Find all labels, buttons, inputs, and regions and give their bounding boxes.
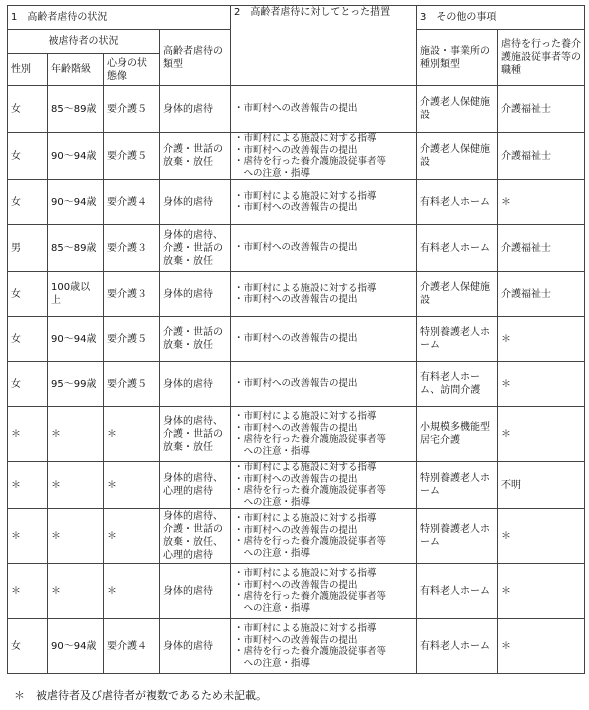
measure-item: ・市町村による施設に対する指導 (234, 623, 377, 634)
abuse-type-cell: 身体的虐待、介護・世話の放棄・放任 (160, 407, 231, 462)
measure-item: ・市町村による施設に対する指導 (234, 568, 377, 579)
condition-cell: 要介護５ (104, 317, 160, 362)
abuser-job-cell: ＊ (498, 564, 585, 619)
measure-item: ・虐待を行った養介護施設従事者等 (234, 434, 387, 445)
sex-cell: 男 (8, 225, 48, 272)
measure-item: ・市町村による施設に対する指導 (234, 462, 377, 473)
measure-item: ・市町村による施設に対する指導 (234, 282, 377, 294)
facility-type-cell: 介護老人保健施設 (417, 272, 498, 317)
measures-list (234, 103, 413, 115)
abuser-job-cell: ＊ (498, 619, 585, 674)
facility-type-cell: 介護老人保健施設 (417, 133, 498, 180)
measure-item: ・市町村への改善報告の提出 (234, 294, 358, 305)
measure-item: への注意・指導 (234, 445, 311, 457)
measures-list (234, 411, 413, 457)
age-cell: ＊ (48, 407, 104, 462)
facility-type-cell: 有料老人ホーム、訪問介護 (417, 362, 498, 407)
measures-list (234, 242, 413, 254)
measures-cell (231, 317, 417, 362)
abuse-type-cell: 身体的虐待 (160, 180, 231, 225)
measures-cell (231, 86, 417, 133)
abuse-type-header: 高齢者虐待の類型 (160, 30, 231, 86)
table-row (8, 133, 585, 180)
facility-type-cell: 有料老人ホーム (417, 180, 498, 225)
sex-cell: 女 (8, 362, 48, 407)
measures-cell (231, 225, 417, 272)
condition-cell: 要介護４ (104, 180, 160, 225)
abuse-type-cell: 身体的虐待、心理的虐待 (160, 462, 231, 509)
age-cell: ＊ (48, 564, 104, 619)
facility-type-cell: 有料老人ホーム (417, 564, 498, 619)
measure-item: ・市町村への改善報告の提出 (234, 144, 358, 156)
measure-item: ・市町村による施設に対する指導 (234, 513, 377, 524)
measure-item: ・市町村への改善報告の提出 (234, 202, 358, 213)
facility-type-cell: 有料老人ホーム (417, 619, 498, 674)
abuser-job-cell: ＊ (498, 407, 585, 462)
measures-cell (231, 619, 417, 674)
measures-list (234, 378, 413, 390)
facility-type-header: 施設・事業所の種別類型 (417, 30, 498, 86)
table-row (8, 362, 585, 407)
abuser-job-cell: 介護福祉士 (498, 225, 585, 272)
table-row (8, 272, 585, 317)
measure-item: ・市町村への改善報告の提出 (234, 422, 358, 434)
sex-cell: 女 (8, 272, 48, 317)
abuser-job-cell: ＊ (498, 362, 585, 407)
facility-type-cell: 介護老人保健施設 (417, 86, 498, 133)
measures-cell (231, 564, 417, 619)
abuse-type-cell: 介護・世話の放棄・放任 (160, 317, 231, 362)
section-1-header: 1 高齢者虐待の状況 (8, 6, 231, 30)
measures-list (234, 513, 413, 559)
age-cell: ＊ (48, 509, 104, 564)
sex-cell: ＊ (8, 407, 48, 462)
condition-cell: 要介護５ (104, 86, 160, 133)
table-row (8, 225, 585, 272)
table-row (8, 317, 585, 362)
abuser-job-cell: 不明 (498, 462, 585, 509)
abuse-type-cell: 身体的虐待、介護・世話の放棄・放任 (160, 225, 231, 272)
measures-cell (231, 272, 417, 317)
victim-status-header: 被虐待者の状況 (8, 30, 160, 54)
measures-cell (231, 509, 417, 564)
table-row (8, 509, 585, 564)
age-cell: 100歳以上 (48, 272, 104, 317)
abuse-type-cell: 身体的虐待 (160, 86, 231, 133)
sex-cell: 女 (8, 180, 48, 225)
sex-cell: ＊ (8, 462, 48, 509)
condition-cell: 要介護５ (104, 133, 160, 180)
measure-item: への注意・指導 (234, 547, 311, 559)
condition-cell: 要介護３ (104, 272, 160, 317)
measure-item: への注意・指導 (234, 602, 311, 614)
abuser-job-cell: ＊ (498, 509, 585, 564)
abuser-job-cell: ＊ (498, 180, 585, 225)
section-3-header: 3 その他の事項 (417, 6, 585, 30)
measures-list (234, 623, 413, 669)
sex-cell: 女 (8, 317, 48, 362)
measure-item: ・虐待を行った養介護施設従事者等 (234, 646, 387, 657)
measure-item: ・市町村への改善報告の提出 (234, 634, 358, 646)
measure-item: ・市町村による施設に対する指導 (234, 411, 377, 422)
table-row (8, 86, 585, 133)
measure-item: への注意・指導 (234, 657, 311, 669)
abuse-type-cell: 身体的虐待 (160, 272, 231, 317)
table-row (8, 180, 585, 225)
age-cell: 85～89歳 (48, 86, 104, 133)
age-cell: 90～94歳 (48, 619, 104, 674)
measure-item: への注意・指導 (234, 167, 311, 179)
measures-cell (231, 407, 417, 462)
table-row (8, 564, 585, 619)
measure-item: ・市町村による施設に対する指導 (234, 190, 377, 202)
table-row (8, 407, 585, 462)
condition-cell: ＊ (104, 407, 160, 462)
abuser-job-cell: ＊ (498, 317, 585, 362)
facility-type-cell: 特別養護老人ホーム (417, 462, 498, 509)
measure-item: ・市町村への改善報告の提出 (234, 524, 358, 536)
abuse-type-cell: 身体的虐待 (160, 619, 231, 674)
sex-header: 性別 (8, 54, 48, 86)
sex-cell: ＊ (8, 564, 48, 619)
age-cell: 90～94歳 (48, 180, 104, 225)
condition-cell: ＊ (104, 462, 160, 509)
section-2-header: 2 高齢者虐待に対してとった措置 (231, 6, 417, 86)
abuse-type-cell: 身体的虐待 (160, 362, 231, 407)
condition-cell: ＊ (104, 509, 160, 564)
table-row (8, 619, 585, 674)
measures-list (234, 283, 413, 306)
age-cell: 85～89歳 (48, 225, 104, 272)
condition-cell: ＊ (104, 564, 160, 619)
condition-header: 心身の状態像 (104, 54, 160, 86)
measures-cell (231, 462, 417, 509)
measure-item: ・市町村への改善報告の提出 (234, 103, 358, 115)
measure-item: ・虐待を行った養介護施設従事者等 (234, 156, 387, 167)
age-cell: ＊ (48, 462, 104, 509)
abuser-job-cell: 介護福祉士 (498, 86, 585, 133)
measure-item: ・市町村への改善報告の提出 (234, 579, 358, 591)
measure-item: ・虐待を行った養介護施設従事者等 (234, 485, 387, 496)
facility-type-cell: 特別養護老人ホーム (417, 317, 498, 362)
condition-cell: 要介護４ (104, 619, 160, 674)
measures-cell (231, 180, 417, 225)
facility-type-cell: 特別養護老人ホーム (417, 509, 498, 564)
measures-cell (231, 133, 417, 180)
abuser-job-cell: 介護福祉士 (498, 272, 585, 317)
abuse-type-cell: 介護・世話の放棄・放任 (160, 133, 231, 180)
measure-item: への注意・指導 (234, 496, 311, 508)
condition-cell: 要介護３ (104, 225, 160, 272)
measures-list (234, 568, 413, 614)
footnote: ＊ 被虐待者及び虐待者が複数であるため未記載。 (14, 689, 267, 702)
abuse-type-cell: 身体的虐待 (160, 564, 231, 619)
sex-cell: 女 (8, 86, 48, 133)
measures-list (234, 191, 413, 214)
facility-type-cell: 有料老人ホーム (417, 225, 498, 272)
measure-item: ・市町村への改善報告の提出 (234, 333, 358, 345)
measures-list (234, 333, 413, 345)
age-cell: 90～94歳 (48, 133, 104, 180)
measure-item: ・市町村による施設に対する指導 (234, 133, 377, 144)
age-header: 年齢階級 (48, 54, 104, 86)
facility-type-cell: 小規模多機能型居宅介護 (417, 407, 498, 462)
sex-cell: ＊ (8, 509, 48, 564)
abuse-cases-table (7, 5, 585, 674)
age-cell: 95～99歳 (48, 362, 104, 407)
sex-cell: 女 (8, 133, 48, 180)
measure-item: ・市町村への改善報告の提出 (234, 473, 358, 485)
measure-item: ・市町村への改善報告の提出 (234, 378, 358, 390)
table-row (8, 462, 585, 509)
sex-cell: 女 (8, 619, 48, 674)
age-cell: 90～94歳 (48, 317, 104, 362)
abuse-type-cell: 身体的虐待、介護・世話の放棄・放任、心理的虐待 (160, 509, 231, 564)
condition-cell: 要介護５ (104, 362, 160, 407)
measures-cell (231, 362, 417, 407)
abuser-job-header: 虐待を行った養介護施設従事者等の職種 (498, 30, 585, 86)
measure-item: ・市町村への改善報告の提出 (234, 242, 358, 254)
measures-list (234, 462, 413, 508)
abuser-job-cell: 介護福祉士 (498, 133, 585, 180)
measure-item: ・虐待を行った養介護施設従事者等 (234, 536, 387, 547)
measures-list (234, 133, 413, 179)
measure-item: ・虐待を行った養介護施設従事者等 (234, 591, 387, 602)
